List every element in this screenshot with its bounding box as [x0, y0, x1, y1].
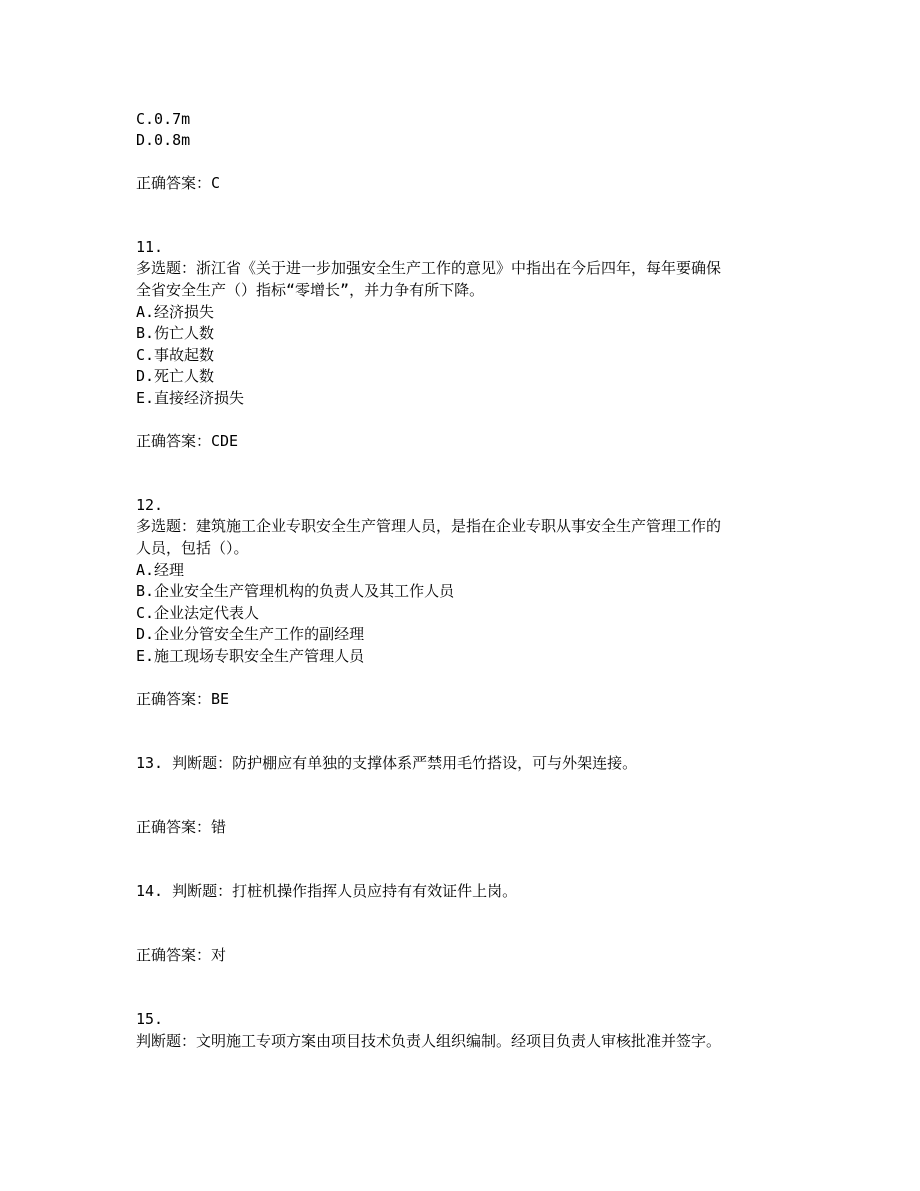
- option-d: D.企业分管安全生产工作的副经理: [136, 625, 365, 643]
- question-stem: 14. 判断题：打桩机操作指挥人员应持有有效证件上岗。: [136, 882, 518, 900]
- answer-line: 正确答案：CDE: [136, 432, 239, 450]
- answer-line: 正确答案：对: [136, 946, 227, 964]
- option-b: B.伤亡人数: [136, 324, 215, 342]
- option-c: C.企业法定代表人: [136, 604, 260, 622]
- question-stem: 人员，包括（）。: [136, 539, 249, 557]
- answer-line: 正确答案：错: [136, 818, 227, 836]
- answer-line: 正确答案：BE: [136, 690, 230, 708]
- question-number: 12.: [136, 496, 164, 514]
- option-c: C.事故起数: [136, 346, 215, 364]
- question-stem: 多选题：浙江省《关于进一步加强安全生产工作的意见》中指出在今后四年，每年要确保: [136, 259, 722, 277]
- option-b: B.企业安全生产管理机构的负责人及其工作人员: [136, 582, 455, 600]
- option-a: A.经济损失: [136, 303, 215, 321]
- question-stem: 全省安全生产（）指标“零增长”，并力争有所下降。: [136, 281, 485, 299]
- question-stem: 13. 判断题：防护棚应有单独的支撑体系严禁用毛竹搭设，可与外架连接。: [136, 754, 638, 772]
- question-number: 15.: [136, 1010, 164, 1028]
- option-c: C.0.7m: [136, 110, 191, 128]
- option-e: E.直接经济损失: [136, 389, 245, 407]
- question-stem: 判断题：文明施工专项方案由项目技术负责人组织编制。经项目负责人审核批准并签字。: [136, 1032, 722, 1050]
- question-number: 11.: [136, 238, 164, 256]
- option-d: D.死亡人数: [136, 367, 215, 385]
- answer-line: 正确答案：C: [136, 174, 221, 192]
- option-d: D.0.8m: [136, 131, 191, 149]
- question-stem: 多选题：建筑施工企业专职安全生产管理人员，是指在企业专职从事安全生产管理工作的: [136, 517, 722, 535]
- option-e: E.施工现场专职安全生产管理人员: [136, 647, 365, 665]
- option-a: A.经理: [136, 561, 185, 579]
